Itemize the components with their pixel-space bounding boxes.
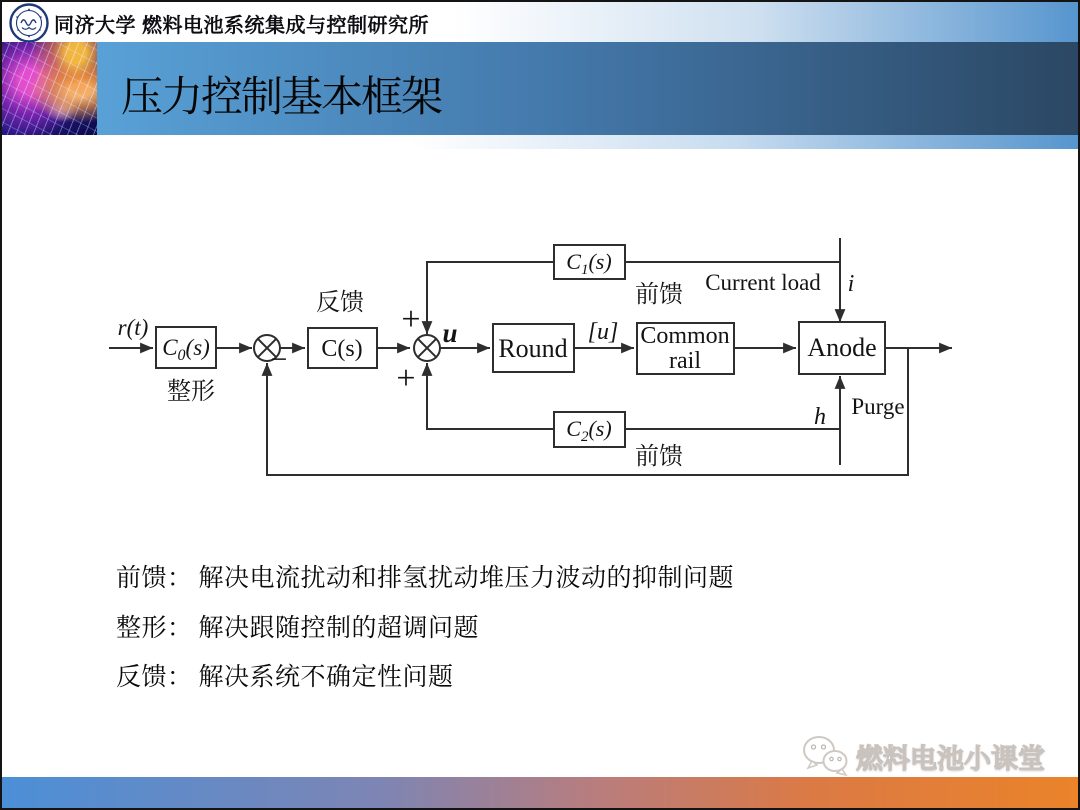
u-quantized-label: [u] [587, 319, 619, 345]
input-signal-label: r(t) [117, 315, 149, 340]
header-photo [2, 42, 97, 135]
anode-label: Anode [807, 333, 877, 362]
note-desc: 解决系统不确定性问题 [198, 663, 454, 691]
note-shaping [116, 608, 479, 644]
wechat-icon [802, 735, 850, 777]
note-term: 反馈： [116, 663, 193, 691]
plus-sign-bottom: + [396, 360, 416, 397]
tongji-seal-icon [9, 3, 49, 43]
c1-label: $C_1(s)$ [566, 249, 612, 278]
current-load-label: Current load [705, 270, 821, 295]
u-signal-label: u [442, 318, 458, 348]
c-label: C(s) [321, 336, 363, 362]
round-label: Round [498, 334, 568, 363]
plus-sign-top: + [401, 301, 421, 338]
feedback-label: 反馈 [316, 289, 364, 316]
sum-junction-2 [414, 335, 440, 361]
note-feedback [116, 657, 454, 693]
control-diagram [90, 228, 974, 486]
note-feedforward [116, 558, 734, 594]
common-rail-label-line1: Common [640, 323, 730, 349]
c0-label: $C_0(s)$ [162, 335, 210, 364]
note-term: 前馈： [116, 564, 193, 592]
note-desc: 解决电流扰动和排氢扰动堆压力波动的抑制问题 [198, 564, 735, 592]
c2-label: $C_2(s)$ [566, 416, 612, 445]
shaping-label: 整形 [167, 378, 215, 405]
feedforward-bottom-label: 前馈 [635, 443, 683, 470]
h-signal-label: h [814, 404, 826, 430]
footer-bar [2, 777, 1078, 810]
accent-stripe [2, 135, 1078, 149]
minus-sign: − [270, 343, 288, 376]
wechat-label: 燃料电池小课堂 [856, 743, 1045, 774]
page-title: 压力控制基本框架 [121, 73, 442, 120]
note-desc: 解决跟随控制的超调问题 [198, 614, 480, 642]
institute-name: 同济大学 燃料电池系统集成与控制研究所 [54, 15, 430, 37]
common-rail-label-line2: rail [669, 348, 701, 374]
purge-label: Purge [851, 394, 905, 419]
wechat-badge [802, 735, 1045, 777]
note-term: 整形： [116, 614, 193, 642]
feedforward-top-label: 前馈 [635, 281, 683, 308]
i-signal-label: i [847, 271, 855, 297]
